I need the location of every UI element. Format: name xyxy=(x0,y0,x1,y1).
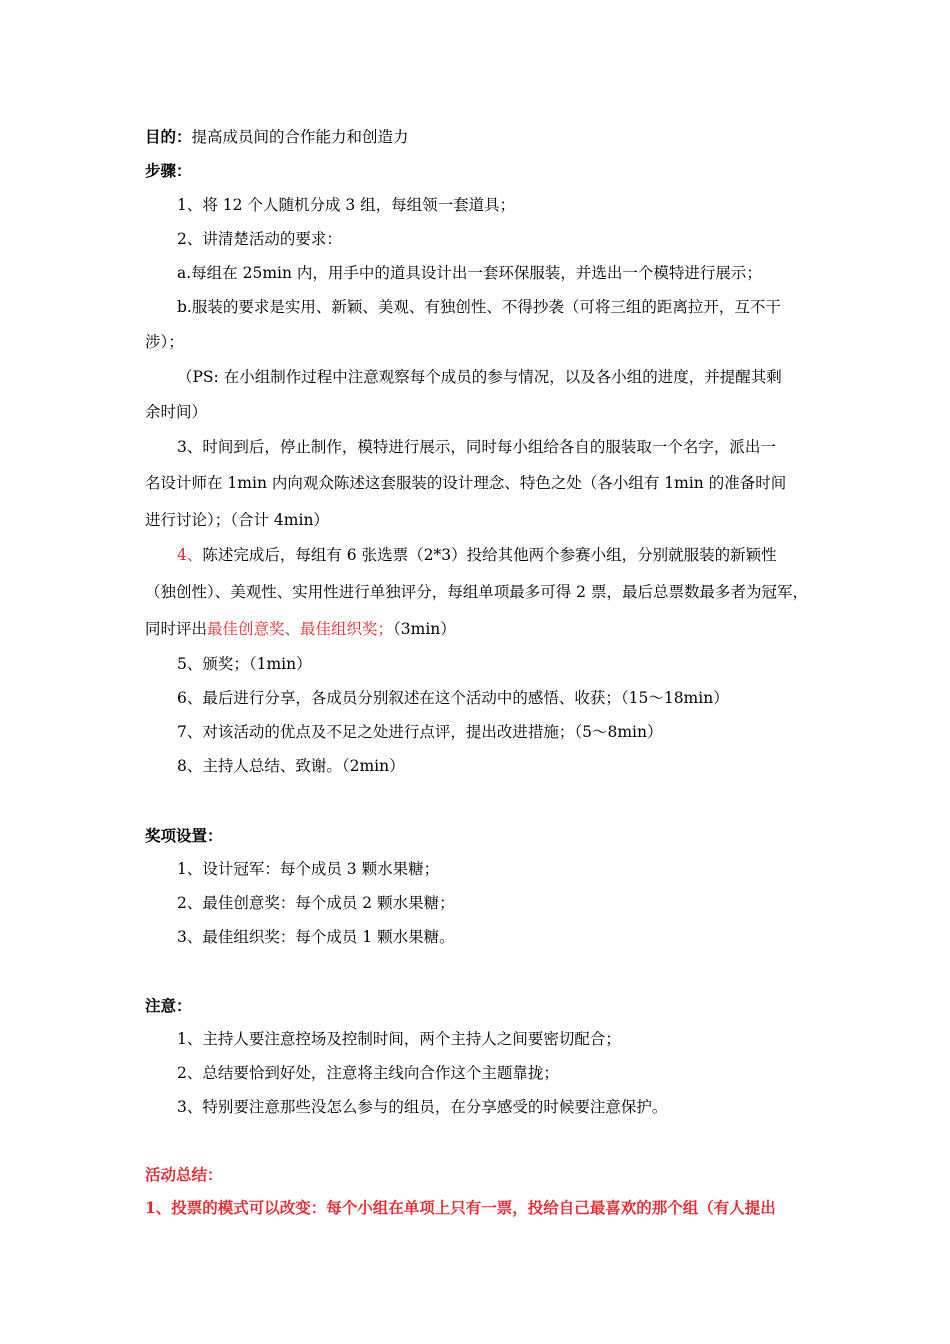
step-4-line-3-prefix: 同时评出 xyxy=(145,620,208,638)
awards-heading: 奖项设置： xyxy=(145,826,223,845)
step-2a: a.每组在 25min 内，用手中的道具设计出一套环保服装，并选出一个模特进行展示； xyxy=(177,264,762,282)
step-4-line-3 xyxy=(145,619,456,639)
step-2b-line-1-text: b.服装的要求是实用、新颖、美观、有独创性、不得抄袭（可将三组的距离拉开，互不干 xyxy=(177,298,781,316)
step-2b-line-2: 涉）； xyxy=(145,333,184,351)
step-4-line-2: （独创性）、美观性、实用性进行单独评分，每组单项最多可得 2 票，最后总票数最多者为冠军， xyxy=(145,583,808,601)
step-3-line-2: 名设计师在 1min 内向观众陈述这套服装的设计理念、特色之处（各小组有 1min 的准备时间 xyxy=(145,474,787,492)
award-1: 1、设计冠军：每个成员 3 颗水果糖； xyxy=(177,860,440,878)
purpose-text: 提高成员间的合作能力和创造力 xyxy=(191,128,409,146)
note-3: 3、特别要注意那些没怎么参与的组员，在分享感受的时候要注意保护。 xyxy=(177,1098,668,1116)
step-2: 2、讲清楚活动的要求： xyxy=(177,230,342,248)
step-3-line-3: 进行讨论）；（合计 4min） xyxy=(145,511,329,529)
step-2b-line-1 xyxy=(177,297,805,317)
step-1: 1、将 12 个人随机分成 3 组，每组领一套道具； xyxy=(177,196,516,214)
notes-heading: 注意： xyxy=(145,996,192,1015)
note-2: 2、总结要恰到好处，注意将主线向合作这个主题靠拢； xyxy=(177,1064,559,1082)
summary-point-1: 1、投票的模式可以改变：每个小组在单项上只有一票，投给自己最喜欢的那个组（有人提出 xyxy=(145,1198,776,1217)
purpose-label: 目的： xyxy=(145,127,192,146)
purpose-line xyxy=(145,127,409,147)
step-7: 7、对该活动的优点及不足之处进行点评，提出改进措施；（5～8min） xyxy=(177,723,663,741)
step-5: 5、颁奖；（1min） xyxy=(177,655,312,673)
steps-heading: 步骤： xyxy=(145,161,192,180)
award-2: 2、最佳创意奖：每个成员 2 颗水果糖； xyxy=(177,894,455,912)
step-3-line-1: 3、时间到后，停止制作，模特进行展示，同时每小组给各自的服装取一个名字，派出一 xyxy=(177,438,776,456)
step-8: 8、主持人总结、致谢。（2min） xyxy=(177,757,405,775)
step-4-number: 4、 xyxy=(177,546,203,564)
step-6: 6、最后进行分享，各成员分别叙述在这个活动中的感悟、收获；（15～18min） xyxy=(177,689,729,707)
ps-line-1: （PS: 在小组制作过程中注意观察每个成员的参与情况，以及各小组的进度，并提醒其剩 xyxy=(177,368,782,386)
note-1: 1、主持人要注意控场及控制时间，两个主持人之间要密切配合； xyxy=(177,1030,621,1048)
summary-heading: 活动总结： xyxy=(145,1165,223,1184)
award-3: 3、最佳组织奖：每个成员 1 颗水果糖。 xyxy=(177,928,455,946)
ps-line-2: 余时间） xyxy=(145,403,208,421)
step-4-award-names: 最佳创意奖、最佳组织奖； xyxy=(207,620,394,638)
step-4-line-3-suffix: （3min） xyxy=(393,620,456,638)
step-4-line-1 xyxy=(177,545,777,565)
step-4-line-1-text: 陈述完成后，每组有 6 张选票（2*3）投给其他两个参赛小组，分别就服装的新颖性 xyxy=(202,546,777,564)
